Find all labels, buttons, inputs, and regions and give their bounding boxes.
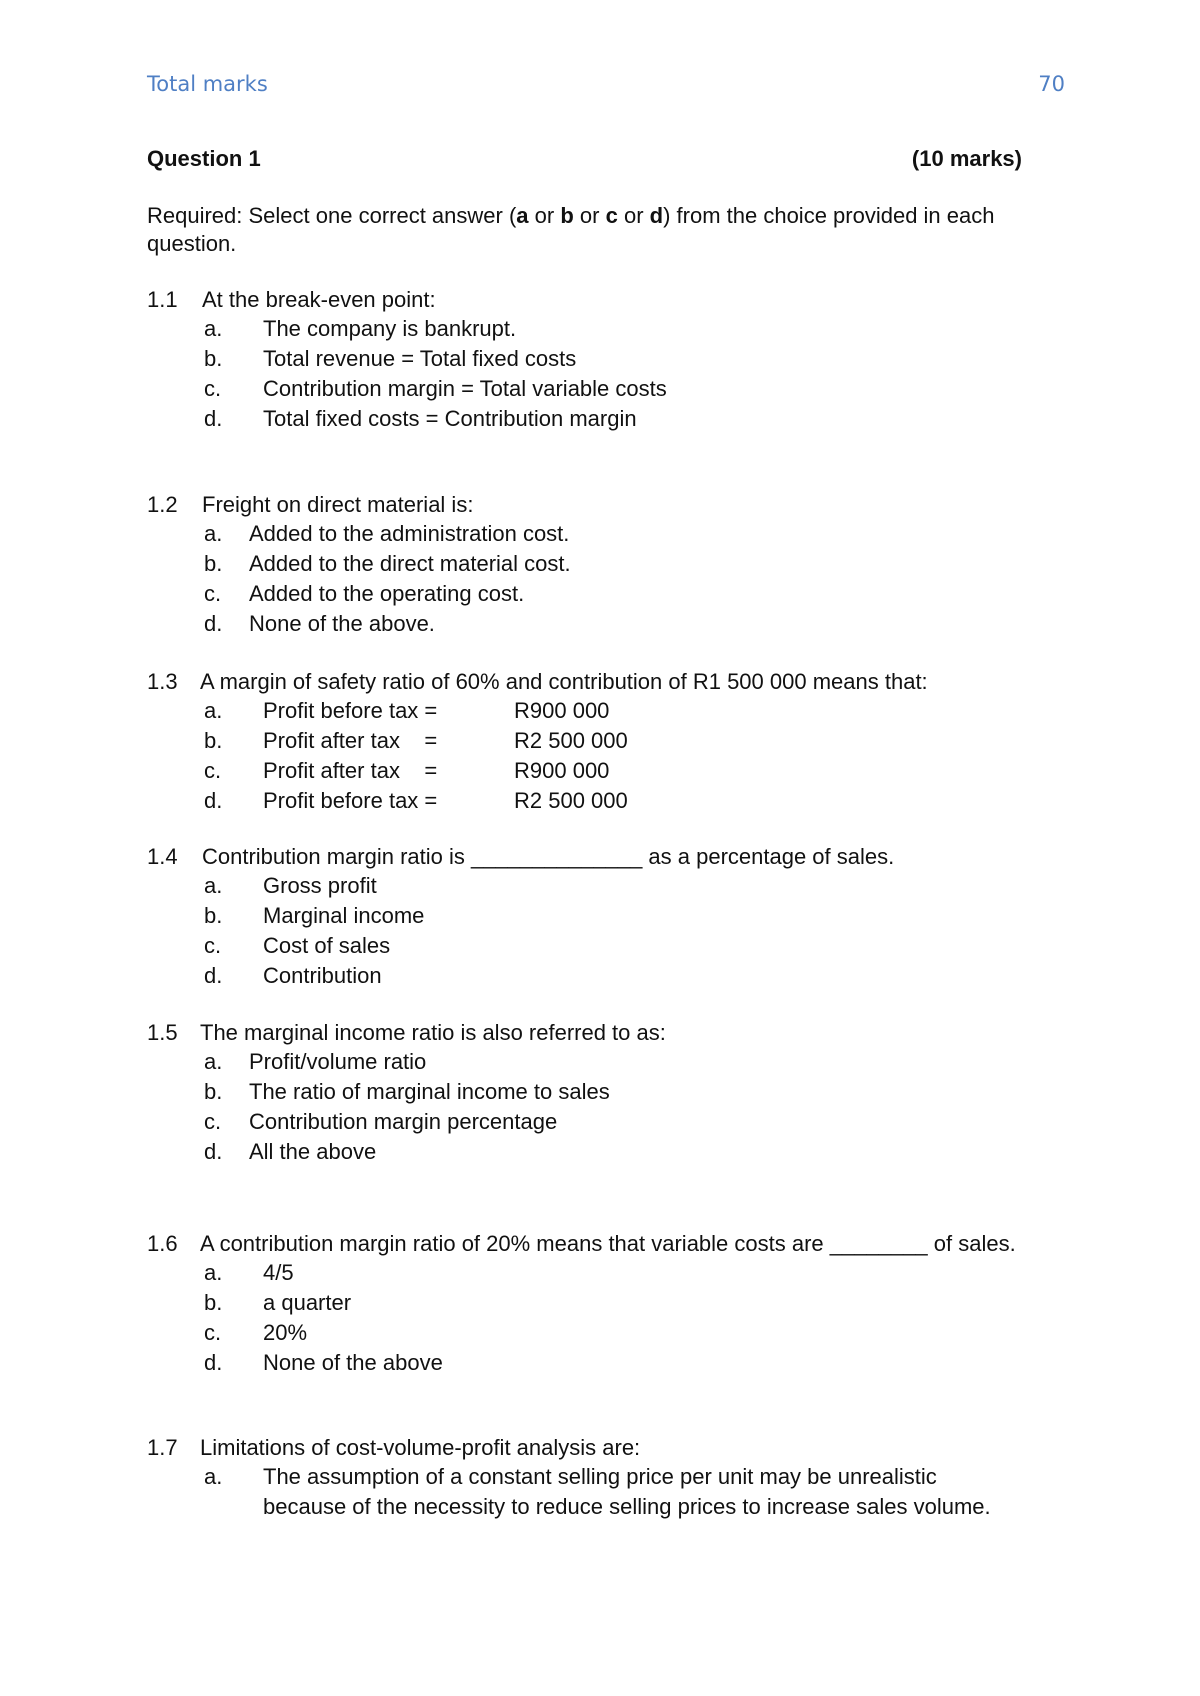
option-label: a. xyxy=(204,521,223,546)
question-item-1-7 xyxy=(147,1434,1047,1522)
item-text: Contribution margin ratio is ______________ as a percentage of sales. xyxy=(202,844,895,869)
option-text: Marginal income xyxy=(263,903,425,928)
option-text: All the above xyxy=(249,1139,377,1164)
instruction-d: d xyxy=(649,203,664,228)
option-text: Added to the operating cost. xyxy=(249,581,525,606)
item-text: Freight on direct material is: xyxy=(202,492,474,517)
option-label: d. xyxy=(204,963,223,988)
option-text: Profit before tax = xyxy=(263,788,438,813)
option-text: Total fixed costs = Contribution margin xyxy=(263,406,637,431)
option-text: Profit after tax = xyxy=(263,728,438,753)
option-label: a. xyxy=(204,1260,223,1285)
option-label: b. xyxy=(204,346,223,371)
option-text: Contribution xyxy=(263,963,382,988)
option-text: Cost of sales xyxy=(263,933,391,958)
option-label: c. xyxy=(204,933,222,958)
instruction-or: or xyxy=(617,203,650,228)
option-label: a. xyxy=(204,698,223,723)
option-value: R2 500 000 xyxy=(514,788,628,813)
item-number: 1.7 xyxy=(147,1435,178,1460)
option-text: 20% xyxy=(263,1320,308,1345)
option-text: The assumption of a constant selling price per unit may be unrealistic because of the necessity to reduce selling prices to increase sales volume. xyxy=(263,1464,991,1519)
instruction-prefix: Required: Select one correct answer ( xyxy=(147,203,517,228)
question-marks: (10 marks) xyxy=(911,146,1022,171)
item-number: 1.5 xyxy=(147,1020,178,1045)
instruction-text xyxy=(147,202,1037,258)
instruction-b: b xyxy=(560,203,574,228)
option-text: Added to the administration cost. xyxy=(249,521,570,546)
item-number: 1.1 xyxy=(147,287,178,312)
instruction-a: a xyxy=(516,203,529,228)
instruction-or: or xyxy=(528,203,561,228)
instruction-suffix: ) from the choice provided in each question. xyxy=(147,203,995,256)
option-label: c. xyxy=(204,376,222,401)
item-text: At the break-even point: xyxy=(202,287,436,312)
option-label: d. xyxy=(204,788,223,813)
option-label: b. xyxy=(204,1290,223,1315)
option-text: Profit/volume ratio xyxy=(249,1049,427,1074)
item-text: A margin of safety ratio of 60% and contribution of R1 500 000 means that: xyxy=(200,669,928,694)
question-item-1-3 xyxy=(147,668,1047,816)
item-text: Limitations of cost-volume-profit analysis are: xyxy=(200,1435,641,1460)
option-text: The company is bankrupt. xyxy=(263,316,517,341)
option-text: Gross profit xyxy=(263,873,377,898)
option-label: a. xyxy=(204,1049,223,1074)
option-value: R900 000 xyxy=(514,698,610,723)
option-label: c. xyxy=(204,1109,222,1134)
total-marks-label: Total marks xyxy=(147,72,268,96)
question-item-1-5 xyxy=(147,1019,1047,1167)
question-item-1-1 xyxy=(147,286,1047,434)
page-header xyxy=(147,72,1065,96)
option-text: 4/5 xyxy=(263,1260,294,1285)
option-label: b. xyxy=(204,903,223,928)
option-text: Total revenue = Total fixed costs xyxy=(263,346,577,371)
option-label: a. xyxy=(204,873,223,898)
instruction-c: c xyxy=(605,203,618,228)
item-number: 1.3 xyxy=(147,669,178,694)
question-item-1-6 xyxy=(147,1230,1047,1378)
option-text: None of the above. xyxy=(249,611,435,636)
option-text: Contribution margin percentage xyxy=(249,1109,558,1134)
option-label: d. xyxy=(204,1350,223,1375)
option-label: b. xyxy=(204,1079,223,1104)
option-value: R900 000 xyxy=(514,758,610,783)
item-number: 1.4 xyxy=(147,844,178,869)
option-text: Profit before tax = xyxy=(263,698,438,723)
instruction-or: or xyxy=(573,203,606,228)
option-label: b. xyxy=(204,728,223,753)
option-text: None of the above xyxy=(263,1350,443,1375)
option-text: Added to the direct material cost. xyxy=(249,551,571,576)
option-label: a. xyxy=(204,316,223,341)
item-text: A contribution margin ratio of 20% means that variable costs are ________ of sales. xyxy=(200,1231,1016,1256)
option-label: c. xyxy=(204,1320,222,1345)
question-item-1-2 xyxy=(147,491,1047,639)
option-label: d. xyxy=(204,406,223,431)
question-heading xyxy=(147,146,1022,172)
option-label: b. xyxy=(204,551,223,576)
option-text: a quarter xyxy=(263,1290,352,1315)
option-text: Profit after tax = xyxy=(263,758,438,783)
item-number: 1.6 xyxy=(147,1231,178,1256)
item-text: The marginal income ratio is also referred to as: xyxy=(200,1020,666,1045)
option-label: d. xyxy=(204,1139,223,1164)
option-text: The ratio of marginal income to sales xyxy=(249,1079,610,1104)
option-label: d. xyxy=(204,611,223,636)
option-label: c. xyxy=(204,581,222,606)
option-value: R2 500 000 xyxy=(514,728,628,753)
question-item-1-4 xyxy=(147,843,1047,991)
option-label: c. xyxy=(204,758,222,783)
option-label: a. xyxy=(204,1464,223,1489)
item-number: 1.2 xyxy=(147,492,178,517)
question-title: Question 1 xyxy=(147,146,261,171)
total-marks-value: 70 xyxy=(1038,72,1065,96)
option-text: Contribution margin = Total variable costs xyxy=(263,376,667,401)
